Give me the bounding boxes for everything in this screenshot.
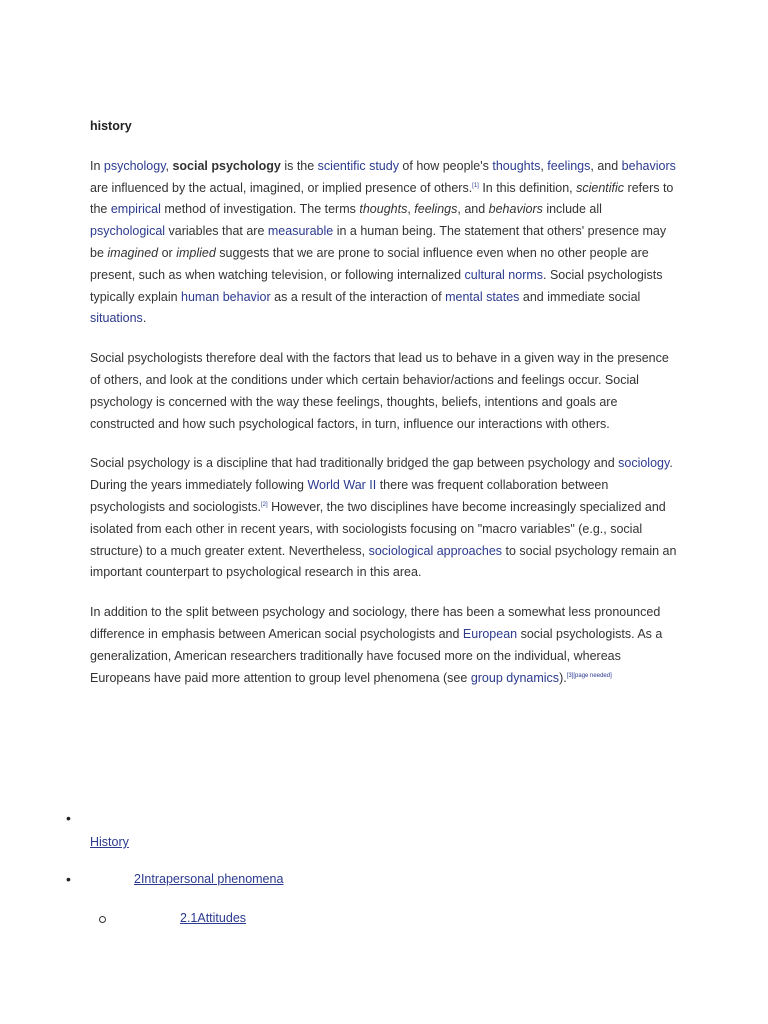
text: of how people's — [398, 158, 493, 173]
text: there was frequent collaboration between psychologists and sociologists. — [90, 478, 609, 514]
link-world-war-ii[interactable]: World War II — [307, 478, 377, 493]
paragraph-4 — [90, 602, 680, 689]
text: . During the years immediately following — [90, 456, 673, 493]
link-mental-states[interactable]: mental states — [445, 289, 520, 304]
text: , and — [457, 202, 489, 217]
italic-term: imagined — [107, 245, 159, 260]
paragraph-2: Social psychologists therefore deal with the factors that lead us to behave in a given way in the presence of others, and look at the conditions under which certain behavior/actions and feelings occur. Social psychology is concerned with the way these feelings, thoughts, beliefs, intentions and goals are constructed and how such psychological factors, in turn, influence our interactions with others. — [90, 351, 669, 431]
text: . Social psychologists typically explain — [90, 267, 663, 304]
bullet-icon: • — [66, 810, 71, 826]
link-group-dynamics[interactable]: group dynamics — [470, 670, 560, 685]
italic-term: implied — [176, 245, 216, 260]
link-european[interactable]: European — [462, 626, 518, 641]
text: Social psychology is a discipline that had traditionally bridged the gap between psychology and — [90, 456, 619, 471]
link-scientific-study[interactable]: scientific study — [317, 158, 399, 173]
citation-3[interactable]: [3][page needed] — [566, 672, 612, 679]
paragraph-3 — [90, 453, 680, 584]
article-body — [90, 116, 680, 707]
link-feelings[interactable]: feelings — [547, 158, 591, 173]
text: , — [165, 158, 173, 173]
text: However, the two disciplines have become increasingly specialized and isolated from each other in recent years, with sociologists focusing on "macro variables" (e.g., social structure) to a much greater extent. Nevertheless, — [90, 499, 666, 558]
text: method of investigation. The terms — [160, 202, 360, 217]
text: include all — [542, 202, 602, 217]
link-psychology[interactable]: psychology — [103, 158, 166, 173]
italic-term: scientific — [576, 180, 625, 195]
text: suggests that we are prone to social influence even when no other people are present, such as when watching television, or following internalized — [90, 245, 649, 282]
text: social psychologists. As a generalization, American researchers traditionally have focused more on the individual, whereas Europeans have paid more attention to group level phenomena (see — [90, 626, 663, 685]
paragraph-1 — [90, 156, 680, 330]
link-sociology[interactable]: sociology — [618, 456, 670, 471]
text: to social psychology remain an important counterpart to psychological research in this area. — [90, 543, 677, 580]
text: , — [407, 202, 415, 217]
toc-item-intrapersonal[interactable]: 2Intrapersonal phenomena — [134, 872, 284, 886]
citation-2[interactable]: [2] — [260, 501, 268, 508]
link-behaviors[interactable]: behaviors — [621, 158, 676, 173]
link-psychological[interactable]: psychological — [90, 224, 166, 239]
link-cultural-norms[interactable]: cultural norms — [464, 267, 544, 282]
toc-item-history[interactable]: History — [90, 835, 129, 849]
toc-item-attitudes[interactable]: 2.1Attitudes — [180, 911, 247, 925]
circle-bullet-icon — [99, 916, 106, 923]
text: In addition to the split between psychology and sociology, there has been a somewhat less pronounced difference in emphasis between American social psychologists and — [90, 605, 661, 641]
text: variables that are — [165, 224, 268, 239]
text: In this definition, — [478, 180, 577, 195]
text: is the — [280, 158, 318, 173]
italic-term: behaviors — [488, 202, 543, 217]
link-measurable[interactable]: measurable — [267, 224, 334, 239]
section-heading: history — [90, 119, 132, 133]
text: as a result of the interaction of — [270, 289, 446, 304]
link-sociological-approaches[interactable]: sociological approaches — [368, 543, 503, 558]
citation-1[interactable]: [1] — [472, 182, 479, 189]
bullet-icon: • — [66, 871, 71, 887]
text: and immediate social — [519, 289, 641, 304]
text: . — [142, 311, 147, 326]
text: ). — [559, 670, 567, 685]
bold-term: social psychology — [172, 158, 281, 173]
link-thoughts[interactable]: thoughts — [492, 158, 541, 173]
text: In — [90, 158, 104, 173]
text: or — [158, 245, 177, 260]
italic-term: thoughts — [359, 202, 408, 217]
link-human-behavior[interactable]: human behavior — [181, 289, 271, 304]
link-situations[interactable]: situations — [90, 311, 143, 326]
text: refers to the — [90, 180, 674, 217]
italic-term: feelings — [414, 202, 458, 217]
text: are influenced by the actual, imagined, or implied presence of others. — [90, 180, 473, 195]
text: in a human being. The statement that others' presence may be — [90, 224, 667, 260]
text: , — [540, 158, 548, 173]
link-empirical[interactable]: empirical — [110, 202, 161, 217]
text: , and — [590, 158, 622, 173]
